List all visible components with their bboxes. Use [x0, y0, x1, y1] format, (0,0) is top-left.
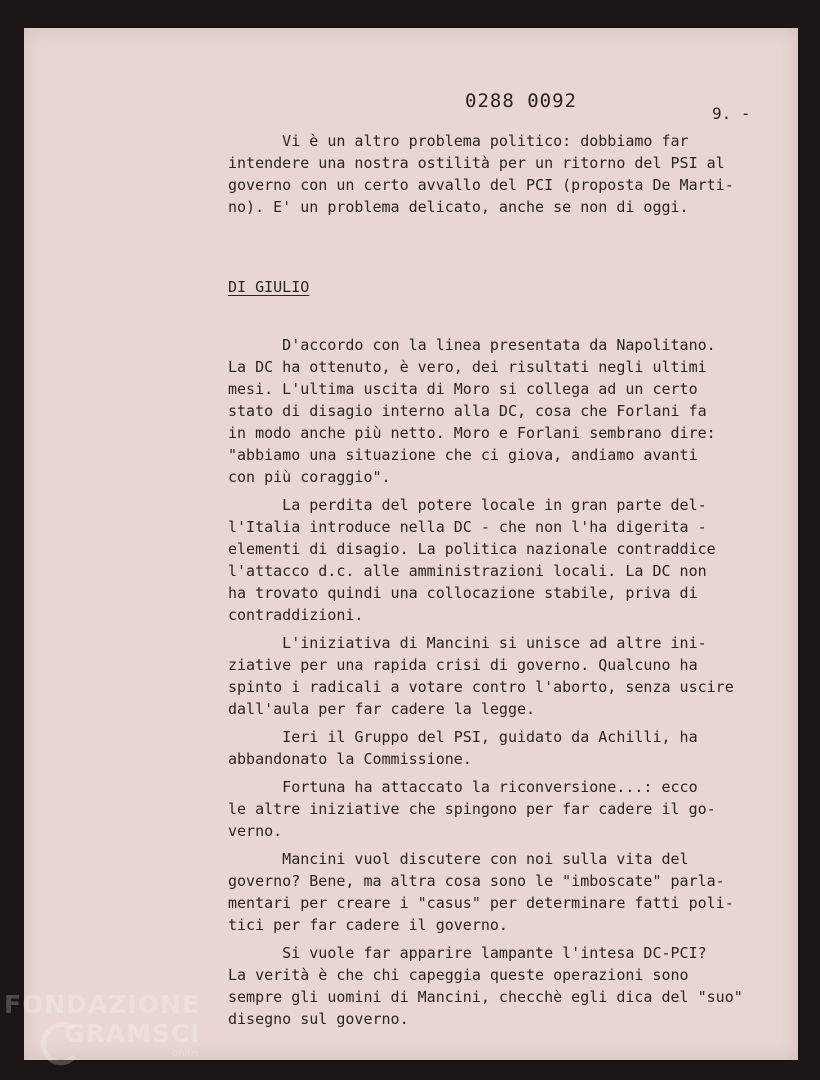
text-line: mesi. L'ultima uscita di Moro si collega ad un certo: [228, 380, 698, 398]
text-line: Vi è un altro problema politico: dobbiamo far: [228, 132, 689, 150]
text-line: abbandonato la Commissione.: [228, 750, 472, 768]
paragraph: [228, 776, 776, 842]
logo-line-1: FONDAZIONE: [4, 990, 201, 1019]
paragraph: [228, 848, 776, 936]
text-line: in modo anche più netto. Moro e Forlani sembrano dire:: [228, 424, 716, 442]
archive-number: 0288 0092: [465, 90, 577, 112]
text-line: Fortuna ha attaccato la riconversione...: ecco: [228, 778, 698, 796]
text-line: La DC ha ottenuto, è vero, dei risultati negli ultimi: [228, 358, 707, 376]
text-line: Ieri il Gruppo del PSI, guidato da Achilli, ha: [228, 728, 698, 746]
text-line: no). E' un problema delicato, anche se non di oggi.: [228, 198, 689, 216]
page-number: 9. -: [712, 104, 751, 123]
text-line: stato di disagio interno alla DC, cosa che Forlani fa: [228, 402, 707, 420]
text-line: governo con un certo avvallo del PCI (proposta De Marti-: [228, 176, 734, 194]
text-line: ziative per una rapida crisi di governo. Qualcuno ha: [228, 656, 698, 674]
text-line: verno.: [228, 822, 283, 840]
text-line: l'Italia introduce nella DC - che non l'ha digerita -: [228, 518, 707, 536]
section-heading: DI GIULIO: [228, 278, 310, 296]
intro-paragraph: [228, 130, 776, 218]
text-line: intendere una nostra ostilità per un ritorno del PSI al: [228, 154, 725, 172]
text-line: mentari per creare i "casus" per determinare fatti poli-: [228, 894, 734, 912]
text-line: dall'aula per far cadere la legge.: [228, 700, 536, 718]
text-line: le altre iniziative che spingono per far cadere il go-: [228, 800, 716, 818]
paragraph: [228, 334, 776, 488]
paragraph: [228, 494, 776, 626]
text-line: elementi di disagio. La politica nazionale contraddice: [228, 540, 716, 558]
logo-swoosh-icon: [34, 1016, 82, 1072]
document-body: [228, 130, 776, 1036]
text-line: con più coraggio".: [228, 468, 391, 486]
text-line: "abbiamo una situazione che ci giova, andiamo avanti: [228, 446, 698, 464]
text-line: spinto i radicali a votare contro l'aborto, senza uscire: [228, 678, 734, 696]
text-line: D'accordo con la linea presentata da Napolitano.: [228, 336, 716, 354]
text-line: sempre gli uomini di Mancini, checchè egli dica del "suo": [228, 988, 743, 1006]
text-line: L'iniziativa di Mancini si unisce ad altre ini-: [228, 634, 707, 652]
section-paragraphs: [228, 334, 776, 1030]
text-line: contraddizioni.: [228, 606, 364, 624]
paragraph: [228, 726, 776, 770]
text-line: La verità è che chi capeggia queste operazioni sono: [228, 966, 689, 984]
text-line: governo? Bene, ma altra cosa sono le "imboscate" parla-: [228, 872, 725, 890]
text-line: La perdita del potere locale in gran parte del-: [228, 496, 707, 514]
text-line: l'attacco d.c. alle amministrazioni locali. La DC non: [228, 562, 707, 580]
logo-line-3: onlus: [172, 1048, 199, 1059]
paragraph: [228, 632, 776, 720]
logo-line-2: GRAMSCI: [64, 1019, 201, 1048]
text-line: ha trovato quindi una collocazione stabile, priva di: [228, 584, 698, 602]
paragraph: [228, 942, 776, 1030]
text-line: tici per far cadere il governo.: [228, 916, 508, 934]
text-line: disegno sul governo.: [228, 1010, 409, 1028]
text-line: Mancini vuol discutere con noi sulla vita del: [228, 850, 689, 868]
fondazione-gramsci-logo: [4, 990, 201, 1059]
text-line: Si vuole far apparire lampante l'intesa DC-PCI?: [228, 944, 707, 962]
